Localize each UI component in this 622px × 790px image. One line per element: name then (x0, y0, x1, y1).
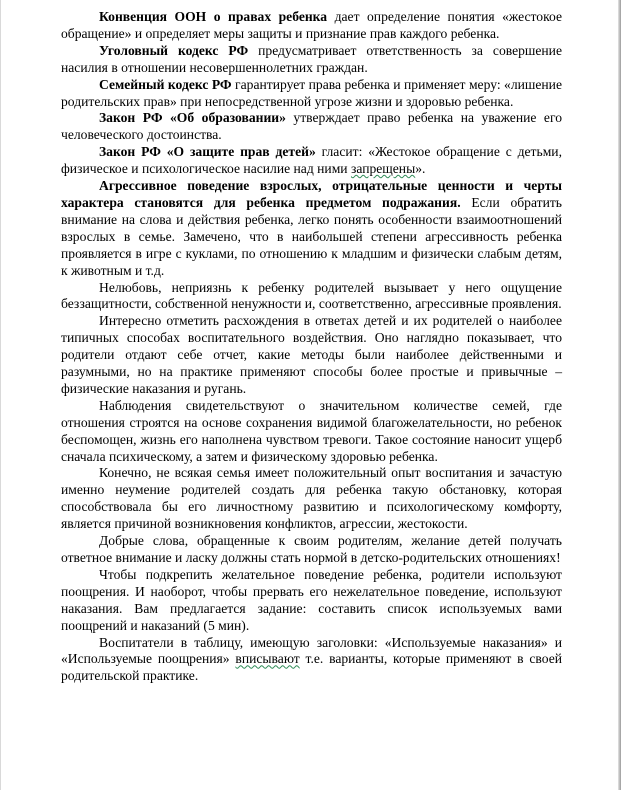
bold-term: Агрессивное поведение взрослых, отрицательные ценности и черты характера становятся для ребенка предметом подражания. (61, 178, 562, 210)
paragraph: Добрые слова, обращенные к своим родителям, желание детей получать ответное внимание и ласку должны стать нормой в детско-родительских отношениях! (61, 533, 562, 565)
paragraph-text: Воспитатели в таблицу, имеющую заголовки: «Используемые наказания» и «Используемые поощрения» (61, 634, 562, 667)
paragraph (61, 9, 562, 43)
bold-term: Конвенция ООН о правах ребенка (99, 9, 328, 24)
paragraph (61, 178, 562, 279)
paragraph-text: гласит: «Жестокое обращение с детьми, физическое и психологическое насилие над ними (61, 144, 562, 177)
paragraph-text: гарантирует права ребенка и применяет меру: «лишение родительских прав» при непосредственной угрозе жизни и здоровью ребенка. (61, 76, 562, 109)
page-shadow (618, 0, 621, 790)
bold-term: Закон РФ «Об образовании» (99, 110, 286, 126)
paragraph-text: ». (415, 161, 426, 177)
paragraph: Чтобы подкрепить желательное поведение ребенка, родители используют поощрения. И наоборот, чтобы прервать его нежелательное поведение, используют наказания. Вам предлагается задание: составить список используемых вами поощрений и наказаний (5 мин). (61, 566, 562, 633)
spellcheck-word[interactable]: вписывают (235, 651, 300, 667)
spellcheck-word[interactable]: запрещены (350, 161, 416, 177)
paragraph (61, 635, 562, 686)
paragraph: Нелюбовь, неприязнь к ребенку родителей вызывает у него ощущение беззащитности, собственной ненужности и, соответственно, агрессивные проявления. (61, 279, 562, 312)
document-body (61, 9, 562, 685)
paragraph-text: дает определение понятия «жестокое обращение» и определяет меры защиты и признание прав каждого ребенка. (61, 9, 562, 41)
bold-term: Уголовный кодекс РФ (99, 42, 249, 58)
paragraph-text: предусматривает ответственность за совершение насилия в отношении несовершеннолетних граждан. (61, 42, 562, 75)
paragraph-text: утверждает право ребенка на уважение его человеческого достоинства. (61, 110, 562, 143)
bold-term: Закон РФ «О защите прав детей» (99, 144, 316, 160)
paragraph-text: Если обратить внимание на слова и действия ребенка, легко понять особенности взаимоотношений взрослых в семье. Замечено, что в наибольшей степени агрессивность ребенка проявляется в игре с куклами, по отношению к младшим и физически слабым детям, к животным и т.д. (61, 194, 562, 278)
paragraph (61, 144, 562, 178)
bold-term: Семейный кодекс РФ (99, 76, 232, 92)
paragraph (61, 77, 562, 111)
paragraph (61, 43, 562, 77)
paragraph (61, 110, 562, 144)
paragraph: Интересно отметить расхождения в ответах детей и их родителей о наиболее типичных способах воспитательного воздействия. Оно наглядно показывает, что родители отдают себе отчет, какие методы были наиболее действенными и разумными, но на практике применяют способы более простые и привычные – физические наказания и ругань. (61, 313, 562, 396)
paragraph-text: т.е. варианты, которые применяют в своей родительской практике. (61, 651, 563, 684)
paragraph: Наблюдения свидетельствуют о значительном количестве семей, где отношения строятся на основе сохранения видимой благожелательности, но ребенок беспомощен, жизнь его наполнена чувством тревоги. Такое состояние наносит ущерб сначала психическому, а затем и физическому здоровью ребенка. (61, 397, 562, 464)
paragraph: Конечно, не всякая семья имеет положительный опыт воспитания и зачастую именно неумение родителей создать для ребенка такую обстановку, которая способствовала бы его личностному развитию и психологическому комфорту, является причиной возникновения конфликтов, агрессии, жестокости. (61, 465, 562, 532)
